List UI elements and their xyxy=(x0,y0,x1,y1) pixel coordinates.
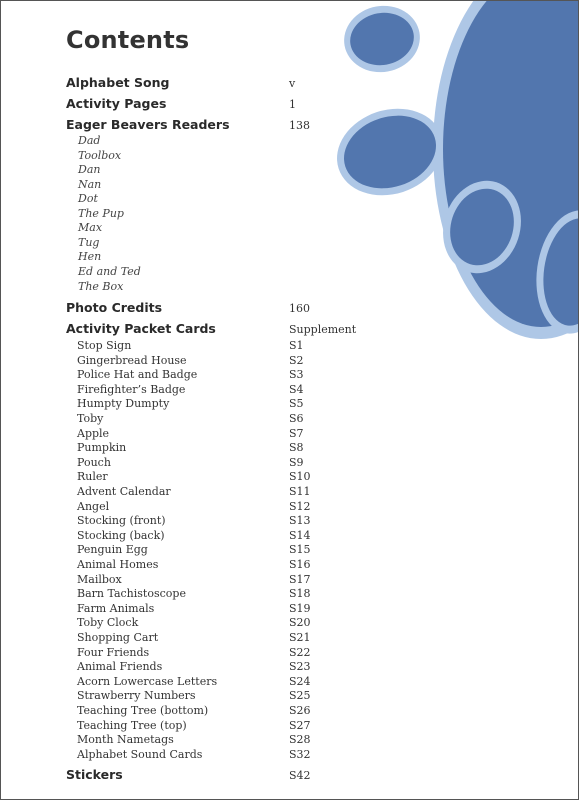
story-title: Dot xyxy=(78,192,98,205)
page-number: S16 xyxy=(289,558,311,571)
page-number: S3 xyxy=(289,368,304,382)
page-number: S11 xyxy=(289,485,311,498)
toc-section-alphabet-song xyxy=(1,75,579,91)
page-number: S17 xyxy=(289,572,311,586)
toc-story xyxy=(1,220,579,236)
toc-card-item xyxy=(1,747,579,763)
card-title: Barn Tachistoscope xyxy=(77,587,186,601)
toc-card-item xyxy=(1,455,579,471)
card-title: Teaching Tree (top) xyxy=(77,718,187,732)
toc-card-item xyxy=(1,396,579,412)
toc-story xyxy=(1,133,579,149)
toc-card-item xyxy=(1,674,579,690)
page-number: S22 xyxy=(289,645,311,659)
toc-card-item xyxy=(1,411,579,427)
toc-card-item xyxy=(1,572,579,588)
page-number: S26 xyxy=(289,704,311,717)
card-title: Four Friends xyxy=(77,645,150,659)
story-title: Ed and Ted xyxy=(78,265,141,278)
page-number: S7 xyxy=(289,426,304,440)
page-number: S18 xyxy=(289,587,311,601)
toc-card-item xyxy=(1,484,579,500)
card-title: Shopping Cart xyxy=(77,631,159,644)
page-number: v xyxy=(289,77,296,90)
toc-card-item xyxy=(1,718,579,734)
page-number: S8 xyxy=(289,441,304,455)
page-number: S20 xyxy=(289,616,311,630)
toc-card-item xyxy=(1,601,579,617)
toc-story xyxy=(1,162,579,178)
section-title: Photo Credits xyxy=(66,300,163,315)
card-title: Strawberry Numbers xyxy=(77,689,196,703)
page-number: S28 xyxy=(289,733,311,747)
page-number: S32 xyxy=(289,747,311,761)
page-number: S9 xyxy=(289,455,304,469)
page-title: Contents xyxy=(66,26,190,54)
story-title: Max xyxy=(78,221,103,234)
toc-card-item xyxy=(1,426,579,442)
card-title: Teaching Tree (bottom) xyxy=(77,704,209,717)
card-title: Stop Sign xyxy=(77,339,132,352)
card-title: Pumpkin xyxy=(77,441,127,455)
toc-card-item xyxy=(1,703,579,719)
toc-section-activity-pages xyxy=(1,96,579,112)
page-number: S23 xyxy=(289,660,311,674)
story-title: Nan xyxy=(78,178,102,191)
card-title: Toby Clock xyxy=(77,616,139,630)
toc-section-stickers xyxy=(1,767,579,783)
page-number: S21 xyxy=(289,631,311,644)
toc-card-item xyxy=(1,557,579,573)
page-number: S14 xyxy=(289,528,311,542)
toc-card-item xyxy=(1,469,579,485)
section-title: Activity Pages xyxy=(66,96,167,111)
toc-card-item xyxy=(1,659,579,675)
section-title: Activity Packet Cards xyxy=(66,321,216,336)
card-title: Farm Animals xyxy=(77,601,155,615)
toc-story xyxy=(1,249,579,265)
toc-card-item xyxy=(1,382,579,398)
page-number: Supplement xyxy=(289,323,357,336)
story-title: Hen xyxy=(78,250,102,263)
toc-section-activity-packet-cards xyxy=(1,321,579,337)
card-title: Stocking (back) xyxy=(77,528,165,542)
toc-card-item xyxy=(1,513,579,529)
toc-card-item xyxy=(1,586,579,602)
card-title: Stocking (front) xyxy=(77,514,166,528)
card-title: Acorn Lowercase Letters xyxy=(77,674,218,688)
page-number: 160 xyxy=(289,302,310,315)
toc-section-photo-credits xyxy=(1,300,579,316)
card-title: Penguin Egg xyxy=(77,543,148,557)
toc-section-eager-beavers-readers xyxy=(1,117,579,133)
story-title: Dad xyxy=(78,134,101,147)
section-title: Alphabet Song xyxy=(66,75,170,90)
page-number: S6 xyxy=(289,412,304,425)
toc-card-item xyxy=(1,528,579,544)
toc-card-item xyxy=(1,615,579,631)
toc-card-item xyxy=(1,688,579,704)
toc-card-item xyxy=(1,440,579,456)
story-title: Dan xyxy=(78,163,101,176)
card-title: Gingerbread House xyxy=(77,353,187,367)
card-title: Ruler xyxy=(77,470,108,484)
card-title: Police Hat and Badge xyxy=(77,368,198,382)
page-number: S12 xyxy=(289,499,311,513)
toc-story xyxy=(1,191,579,207)
toc-card-item xyxy=(1,338,579,354)
story-title: The Pup xyxy=(78,207,124,220)
page-number: S13 xyxy=(289,514,311,528)
page-number: S10 xyxy=(289,470,311,484)
page-number: S19 xyxy=(289,601,311,615)
card-title: Mailbox xyxy=(77,572,122,586)
card-title: Animal Homes xyxy=(77,558,159,571)
card-title: Toby xyxy=(77,412,104,425)
card-title: Humpty Dumpty xyxy=(77,397,170,411)
page-number: S1 xyxy=(289,339,304,352)
page-number: S15 xyxy=(289,543,311,557)
toc-card-item xyxy=(1,630,579,646)
card-title: Pouch xyxy=(77,455,111,469)
page-number: S42 xyxy=(289,769,311,782)
toc-story xyxy=(1,279,579,295)
toc-card-item xyxy=(1,367,579,383)
toc-card-item xyxy=(1,732,579,748)
page-number: S24 xyxy=(289,674,311,688)
toc-card-item xyxy=(1,353,579,369)
card-title: Month Nametags xyxy=(77,733,174,747)
story-title: Tug xyxy=(78,236,100,249)
card-title: Firefighter’s Badge xyxy=(77,382,186,396)
story-title: Toolbox xyxy=(78,149,122,162)
table-of-contents xyxy=(1,1,579,800)
page-number: 138 xyxy=(289,119,310,132)
toc-card-item xyxy=(1,542,579,558)
card-title: Advent Calendar xyxy=(77,485,171,498)
card-title: Alphabet Sound Cards xyxy=(77,747,203,761)
page-number: 1 xyxy=(289,98,296,111)
toc-story xyxy=(1,264,579,280)
page-number: S27 xyxy=(289,718,311,732)
card-title: Apple xyxy=(77,426,110,440)
page-number: S4 xyxy=(289,382,304,396)
card-title: Angel xyxy=(77,499,110,513)
toc-card-item xyxy=(1,645,579,661)
page-number: S5 xyxy=(289,397,304,411)
section-title: Stickers xyxy=(66,767,123,782)
page-number: S2 xyxy=(289,353,304,367)
page-number: S25 xyxy=(289,689,311,703)
story-title: The Box xyxy=(78,280,124,293)
toc-card-item xyxy=(1,499,579,515)
section-title: Eager Beavers Readers xyxy=(66,117,230,132)
card-title: Animal Friends xyxy=(77,660,163,674)
